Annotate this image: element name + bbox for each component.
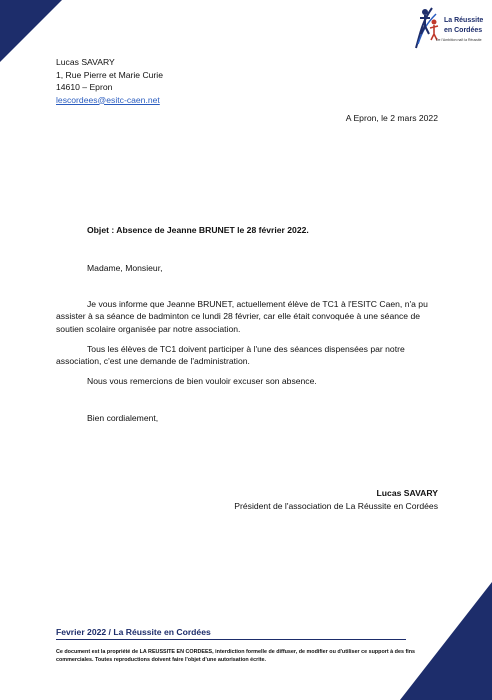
sender-city: 14610 – Epron: [56, 82, 113, 92]
logo-line-1: La Réussite: [444, 17, 484, 24]
climbers-logo-icon: [410, 4, 442, 50]
paragraph-3: Nous vous remercions de bien vouloir excuser son absence.: [87, 376, 317, 386]
footer-title: Fevrier 2022 / La Réussite en Cordées: [56, 627, 211, 637]
paragraph-2: Tous les élèves de TC1 doivent participer à l'une des séances dispensées par notre association, c'est une demande de l'administration.: [56, 344, 405, 367]
sender-email-link[interactable]: lescordees@esitc-caen.net: [56, 94, 160, 105]
logo-line-2: en Cordées: [444, 27, 483, 34]
sender-name: Lucas SAVARY: [56, 57, 115, 67]
footer-divider: [56, 639, 406, 640]
subject-line: Objet : Absence de Jeanne BRUNET le 28 février 2022.: [87, 225, 309, 235]
place-date: A Epron, le 2 mars 2022: [345, 113, 438, 123]
corner-decoration-top-left: [0, 0, 62, 62]
corner-decoration-bottom-right: [400, 582, 492, 700]
signature-name: Lucas SAVARY: [376, 488, 438, 498]
paragraph-1: Je vous informe que Jeanne BRUNET, actuellement élève de TC1 à l'ESITC Caen, n'a pu assister à sa séance de badminton ce lundi 28 février, car elle était convoquée à une séance de soutien scolaire organisée par notre association.: [56, 299, 428, 334]
salutation: Madame, Monsieur,: [87, 263, 163, 273]
signature-title: Président de l'association de La Réussite en Cordées: [234, 501, 438, 511]
closing: Bien cordialement,: [87, 413, 159, 423]
logo: [410, 4, 490, 54]
logo-tagline: De l'Ambition naît la Réussite: [436, 38, 482, 42]
sender-address: 1, Rue Pierre et Marie Curie: [56, 69, 163, 80]
footer-note: Ce document est la propriété de LA REUSSITE EN CORDEES, interdiction formelle de diffuser, de modifier ou d'utiliser ce support à des fins commerciales. Toutes reproductions doivent faire l'objet d'une autorisation écrite.: [56, 649, 416, 663]
